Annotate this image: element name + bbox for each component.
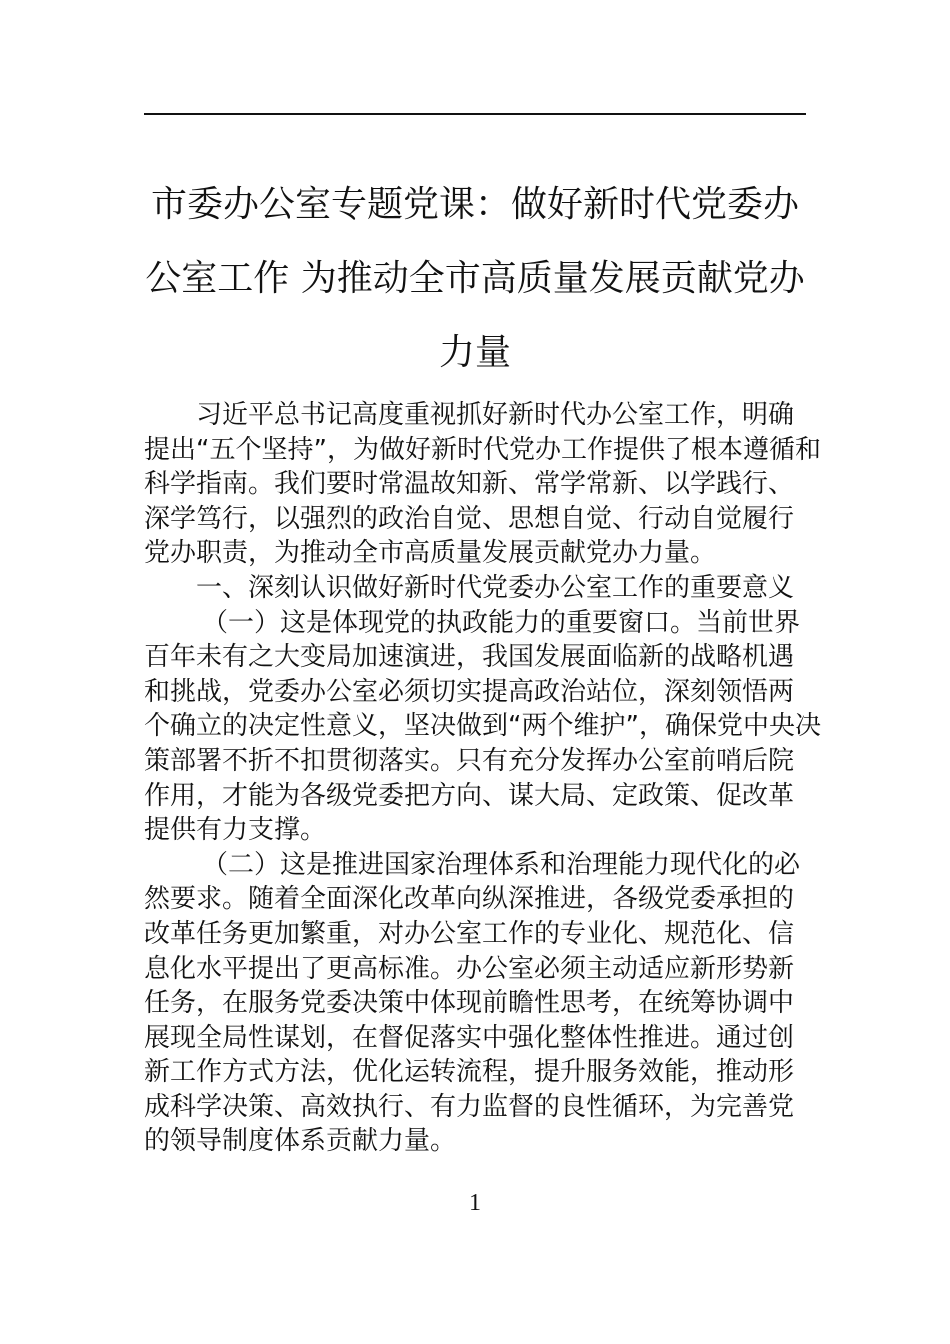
paragraph-line: 新工作方式方法，优化运转流程，提升服务效能，推动形 [144,1057,795,1088]
header-rule [144,113,806,115]
paragraph-line: 提出“五个坚持”，为做好新时代党办工作提供了根本遵循和 [144,434,821,465]
title-line: 公室工作 为推动全市高质量发展贡献党办 [145,258,805,299]
paragraph-line: 改革任务更加繁重，对办公室工作的专业化、规范化、信 [144,918,795,949]
paragraph-line: 习近平总书记高度重视抓好新时代办公室工作，明确 [196,400,795,430]
paragraph-line: 策部署不折不扣贯彻落实。只有充分发挥办公室前哨后院 [144,745,795,776]
paragraph-line: 提供有力支撑。 [144,815,327,846]
paragraph-line: 科学指南。我们要时常温故知新、常学常新、以学践行、 [144,469,795,500]
paragraph-line: （二）这是推进国家治理体系和治理能力现代化的必 [202,849,801,880]
paragraph-line: 作用，才能为各级党委把方向、谋大局、定政策、促改革 [144,780,795,811]
document-body [144,398,821,1159]
document-title [144,168,806,390]
paragraph-line: 成科学决策、高效执行、有力监督的良性循环，为完善党 [144,1091,795,1122]
paragraph-line: （一）这是体现党的执政能力的重要窗口。当前世界 [202,607,801,638]
section-heading: 一、深刻认识做好新时代党委办公室工作的重要意义 [196,572,795,603]
paragraph-line: 百年未有之大变局加速演进，我国发展面临新的战略机遇 [144,642,795,673]
paragraph-line: 展现全局性谋划，在督促落实中强化整体性推进。通过创 [144,1022,795,1053]
title-line: 力量 [438,332,511,373]
title-line: 市委办公室专题党课：做好新时代党委办 [150,184,799,225]
subsection-paragraph-2 [144,848,806,1159]
paragraph-line: 个确立的决定性意义，坚决做到“两个维护”，确保党中央决 [144,711,821,742]
page-number: 1 [469,1190,481,1216]
paragraph-line: 息化水平提出了更高标准。办公室必须主动适应新形势新 [144,953,795,984]
paragraph-line: 和挑战，党委办公室必须切实提高政治站位，深刻领悟两 [144,676,795,707]
paragraph-line: 党办职责，为推动全市高质量发展贡献党办力量。 [144,538,717,569]
paragraph-line: 的领导制度体系贡献力量。 [144,1126,457,1157]
intro-paragraph [144,398,821,571]
subsection-paragraph-1 [144,606,821,848]
paragraph-line: 然要求。随着全面深化改革向纵深推进，各级党委承担的 [144,884,795,915]
paragraph-line: 任务，在服务党委决策中体现前瞻性思考，在统筹协调中 [144,988,795,1019]
paragraph-line: 深学笃行，以强烈的政治自觉、思想自觉、行动自觉履行 [144,503,795,534]
